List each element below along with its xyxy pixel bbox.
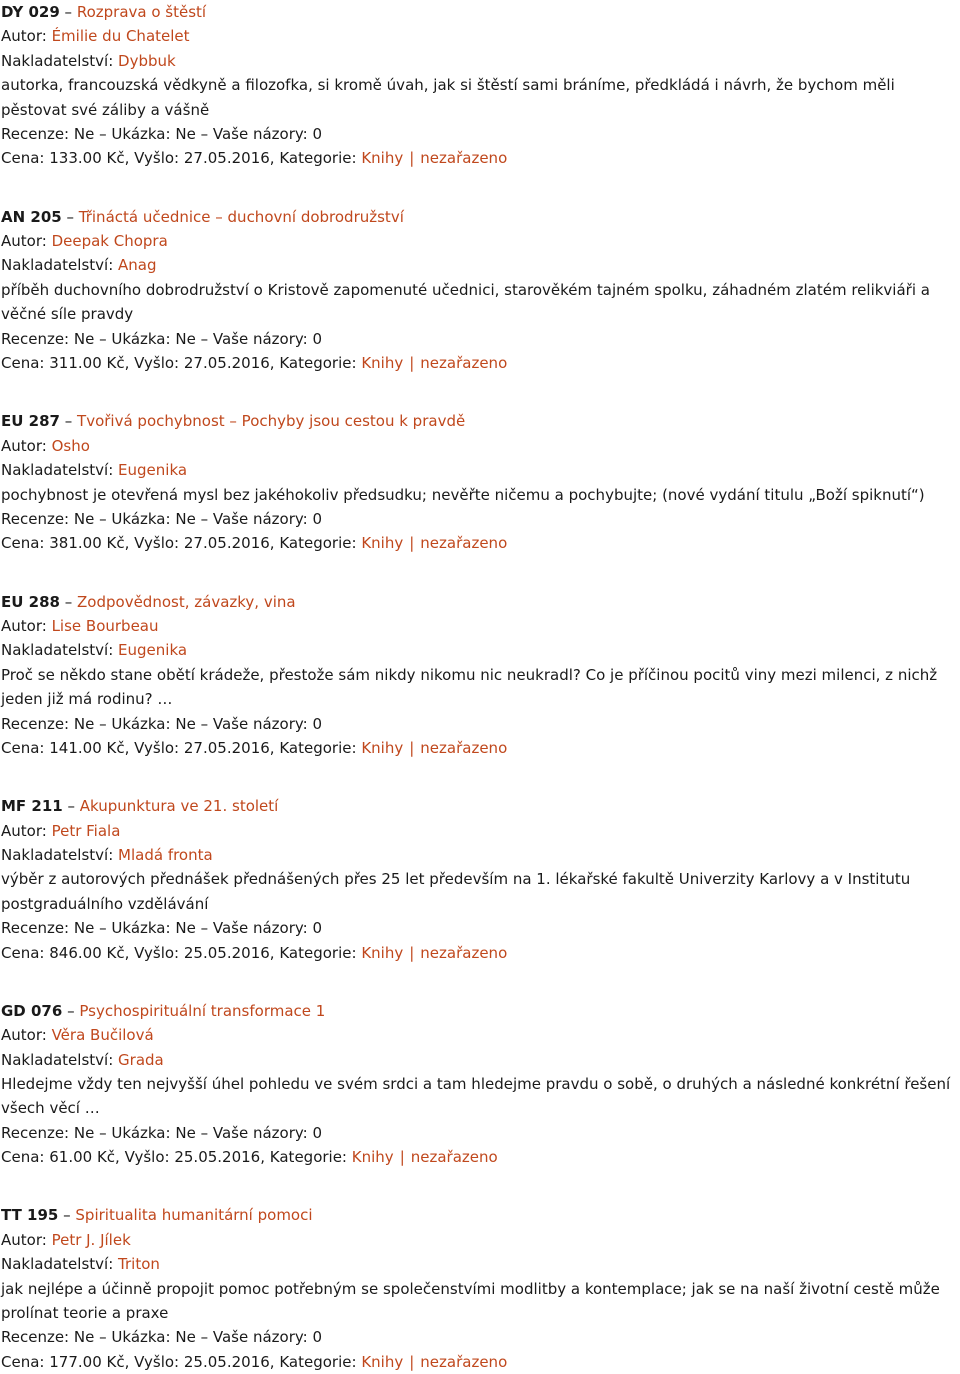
book-title-link[interactable]: Tvořivá pochybnost – Pochyby jsou cestou k pravdě bbox=[77, 412, 466, 431]
review-dash: – bbox=[99, 714, 107, 733]
category-link-books[interactable]: Knihy bbox=[361, 534, 404, 553]
publisher-link[interactable]: Triton bbox=[118, 1255, 160, 1274]
category-link-uncategorized[interactable]: nezařazeno bbox=[420, 354, 508, 373]
author-label: Autor: bbox=[1, 616, 47, 635]
opinions-count: 0 bbox=[312, 714, 323, 733]
review-value: Ne bbox=[73, 329, 95, 348]
book-title-link[interactable]: Zodpovědnost, závazky, vina bbox=[77, 592, 296, 611]
publisher-label: Nakladatelství: bbox=[1, 641, 114, 660]
sample-dash: – bbox=[200, 714, 209, 733]
author-link[interactable]: Věra Bučilová bbox=[51, 1026, 154, 1045]
category-separator: | bbox=[399, 1148, 405, 1167]
review-line bbox=[1, 712, 960, 736]
review-label: Recenze: bbox=[1, 1328, 70, 1347]
book-code: AN 205 bbox=[1, 207, 62, 226]
publisher-link[interactable]: Mladá fronta bbox=[118, 845, 213, 864]
opinions-label: Vaše názory: bbox=[212, 1328, 308, 1347]
heading-dash: – bbox=[64, 3, 73, 21]
released-date: 27.05.2016 bbox=[183, 738, 270, 757]
book-code: EU 288 bbox=[1, 592, 60, 611]
price-comma: , bbox=[124, 1352, 130, 1371]
sample-dash: – bbox=[200, 509, 209, 528]
sample-label: Ukázka: bbox=[111, 509, 171, 528]
sample-dash: – bbox=[200, 1328, 209, 1347]
opinions-label: Vaše názory: bbox=[212, 1123, 308, 1142]
category-separator: | bbox=[409, 1352, 415, 1371]
sample-value: Ne bbox=[175, 125, 196, 144]
opinions-count: 0 bbox=[312, 125, 323, 144]
book-description: jak nejlépe a účinně propojit pomoc potřebným se společenstvími modlitby a kontemplace; jak se na naší životní cestě může prolínat teorie a praxe bbox=[1, 1279, 940, 1323]
publisher-line bbox=[1, 1252, 960, 1276]
category-label: Kategorie: bbox=[279, 534, 357, 553]
opinions-label: Vaše názory: bbox=[212, 509, 308, 528]
price-comma: , bbox=[124, 149, 130, 168]
sample-value: Ne bbox=[175, 1123, 196, 1142]
sample-dash: – bbox=[200, 329, 209, 348]
book-title-link[interactable]: Spiritualita humanitární pomoci bbox=[75, 1206, 313, 1225]
author-label: Autor: bbox=[1, 1026, 47, 1045]
review-label: Recenze: bbox=[1, 125, 70, 144]
category-link-uncategorized[interactable]: nezařazeno bbox=[420, 738, 508, 757]
category-link-uncategorized[interactable]: nezařazeno bbox=[420, 943, 508, 962]
category-link-books[interactable]: Knihy bbox=[361, 354, 404, 373]
released-date: 27.05.2016 bbox=[183, 149, 270, 168]
sample-label: Ukázka: bbox=[111, 1123, 171, 1142]
publisher-label: Nakladatelství: bbox=[1, 256, 114, 275]
opinions-count: 0 bbox=[312, 1123, 323, 1142]
author-link[interactable]: Petr Fiala bbox=[51, 821, 121, 840]
opinions-label: Vaše názory: bbox=[212, 919, 308, 938]
category-link-uncategorized[interactable]: nezařazeno bbox=[420, 534, 508, 553]
price-value: 61.00 Kč bbox=[49, 1148, 116, 1167]
publisher-link[interactable]: Eugenika bbox=[118, 641, 188, 660]
released-label: Vyšlo: bbox=[134, 1352, 180, 1371]
category-link-books[interactable]: Knihy bbox=[361, 738, 404, 757]
opinions-label: Vaše názory: bbox=[212, 125, 308, 144]
publisher-label: Nakladatelství: bbox=[1, 1050, 114, 1069]
publisher-label: Nakladatelství: bbox=[1, 51, 114, 70]
released-label: Vyšlo: bbox=[134, 943, 180, 962]
category-label: Kategorie: bbox=[269, 1148, 347, 1167]
entry-heading bbox=[1, 0, 960, 24]
book-entry bbox=[1, 205, 960, 376]
book-code: MF 211 bbox=[1, 797, 63, 816]
released-comma: , bbox=[269, 534, 275, 553]
category-separator: | bbox=[409, 534, 415, 553]
book-entry bbox=[1, 0, 960, 171]
review-dash: – bbox=[99, 329, 107, 348]
released-comma: , bbox=[269, 1352, 275, 1371]
author-label: Autor: bbox=[1, 232, 47, 251]
author-line bbox=[1, 434, 960, 458]
review-dash: – bbox=[99, 1328, 107, 1347]
released-label: Vyšlo: bbox=[134, 354, 180, 373]
price-line bbox=[1, 1350, 960, 1374]
released-comma: , bbox=[260, 1148, 266, 1167]
price-comma: , bbox=[124, 354, 130, 373]
author-link[interactable]: Petr J. Jílek bbox=[51, 1230, 131, 1249]
released-label: Vyšlo: bbox=[124, 1148, 170, 1167]
publisher-line bbox=[1, 638, 960, 662]
sample-label: Ukázka: bbox=[111, 714, 171, 733]
category-link-uncategorized[interactable]: nezařazeno bbox=[420, 1352, 508, 1371]
author-line bbox=[1, 24, 960, 48]
author-label: Autor: bbox=[1, 27, 47, 46]
review-value: Ne bbox=[73, 1328, 95, 1347]
review-value: Ne bbox=[73, 509, 95, 528]
price-value: 381.00 Kč bbox=[49, 534, 125, 553]
book-code: EU 287 bbox=[1, 412, 60, 431]
book-description: výběr z autorových přednášek přednášených přes 25 let především na 1. lékařské fakultě Univerzity Karlovy a v Institutu postgraduálního vzdělávání bbox=[1, 870, 911, 913]
category-separator: | bbox=[409, 738, 415, 757]
price-line bbox=[1, 736, 960, 760]
price-label: Cena: bbox=[1, 1148, 45, 1167]
opinions-label: Vaše názory: bbox=[212, 329, 308, 348]
review-line bbox=[1, 507, 960, 531]
book-code: GD 076 bbox=[1, 1001, 63, 1020]
book-code: TT 195 bbox=[1, 1206, 59, 1225]
publisher-line bbox=[1, 458, 960, 482]
publisher-link[interactable]: Grada bbox=[118, 1050, 164, 1069]
author-label: Autor: bbox=[1, 436, 47, 455]
book-title-link[interactable]: Psychospirituální transformace 1 bbox=[79, 1001, 326, 1020]
review-dash: – bbox=[99, 125, 107, 144]
review-line bbox=[1, 327, 960, 351]
book-entry bbox=[1, 590, 960, 761]
released-label: Vyšlo: bbox=[134, 149, 180, 168]
author-label: Autor: bbox=[1, 1230, 47, 1249]
publisher-label: Nakladatelství: bbox=[1, 461, 114, 480]
price-label: Cena: bbox=[1, 943, 45, 962]
opinions-count: 0 bbox=[312, 329, 323, 348]
author-line bbox=[1, 1023, 960, 1047]
category-separator: | bbox=[409, 354, 415, 373]
review-label: Recenze: bbox=[1, 919, 70, 938]
author-link[interactable]: Deepak Chopra bbox=[51, 232, 168, 251]
price-label: Cena: bbox=[1, 354, 45, 373]
sample-label: Ukázka: bbox=[111, 125, 171, 144]
entry-heading bbox=[1, 999, 960, 1023]
author-label: Autor: bbox=[1, 821, 47, 840]
review-label: Recenze: bbox=[1, 1123, 70, 1142]
price-value: 846.00 Kč bbox=[49, 943, 125, 962]
sample-value: Ne bbox=[175, 1328, 196, 1347]
publisher-line bbox=[1, 253, 960, 277]
price-comma: , bbox=[124, 943, 130, 962]
released-label: Vyšlo: bbox=[134, 738, 180, 757]
review-value: Ne bbox=[73, 125, 95, 144]
price-comma: , bbox=[124, 534, 130, 553]
sample-label: Ukázka: bbox=[111, 1328, 171, 1347]
released-date: 25.05.2016 bbox=[174, 1148, 261, 1167]
price-value: 177.00 Kč bbox=[49, 1352, 125, 1371]
book-entry bbox=[1, 1203, 960, 1374]
book-entry bbox=[1, 999, 960, 1170]
released-comma: , bbox=[269, 354, 275, 373]
heading-dash: – bbox=[63, 1206, 71, 1225]
opinions-count: 0 bbox=[312, 919, 323, 938]
released-comma: , bbox=[269, 149, 275, 168]
heading-dash: – bbox=[67, 797, 75, 816]
released-date: 25.05.2016 bbox=[183, 1352, 270, 1371]
price-line bbox=[1, 146, 960, 170]
category-separator: | bbox=[409, 149, 415, 168]
heading-dash: – bbox=[66, 207, 74, 226]
price-label: Cena: bbox=[1, 1352, 45, 1371]
sample-dash: – bbox=[200, 1123, 209, 1142]
author-line bbox=[1, 614, 960, 638]
sample-label: Ukázka: bbox=[111, 919, 171, 938]
review-line bbox=[1, 916, 960, 940]
publisher-label: Nakladatelství: bbox=[1, 1255, 114, 1274]
book-entry bbox=[1, 409, 960, 555]
price-label: Cena: bbox=[1, 738, 45, 757]
released-label: Vyšlo: bbox=[134, 534, 180, 553]
price-line bbox=[1, 531, 960, 555]
book-title-link[interactable]: Akupunktura ve 21. století bbox=[79, 797, 279, 816]
price-line bbox=[1, 351, 960, 375]
price-label: Cena: bbox=[1, 149, 45, 168]
book-description: příběh duchovního dobrodružství o Kristově zapomenuté učednici, starověkém tajném spolku, záhadném zlatém relikviáři a věčné síle pravdy bbox=[1, 280, 930, 324]
publisher-line bbox=[1, 1048, 960, 1072]
book-entry bbox=[1, 794, 960, 965]
price-line bbox=[1, 941, 960, 965]
author-line bbox=[1, 819, 960, 843]
category-label: Kategorie: bbox=[279, 943, 357, 962]
heading-dash: – bbox=[64, 592, 73, 611]
publisher-label: Nakladatelství: bbox=[1, 845, 114, 864]
review-dash: – bbox=[99, 509, 107, 528]
price-value: 311.00 Kč bbox=[49, 354, 125, 373]
category-label: Kategorie: bbox=[279, 354, 357, 373]
released-date: 27.05.2016 bbox=[183, 534, 270, 553]
entry-heading bbox=[1, 205, 960, 229]
category-separator: | bbox=[409, 943, 415, 962]
sample-value: Ne bbox=[175, 714, 196, 733]
heading-dash: – bbox=[64, 412, 73, 431]
book-description: Proč se někdo stane obětí krádeže, přestože sám nikdy nikomu nic neukradl? Co je příčinou pocitů viny mezi milenci, z nichž jeden již má rodinu? … bbox=[1, 665, 938, 709]
review-label: Recenze: bbox=[1, 509, 70, 528]
author-link[interactable]: Lise Bourbeau bbox=[51, 616, 159, 635]
sample-label: Ukázka: bbox=[111, 329, 171, 348]
category-link-books[interactable]: Knihy bbox=[361, 1352, 404, 1371]
book-description: autorka, francouzská vědkyně a filozofka, si kromě úvah, jak si štěstí sami bráníme, předkládá i návrh, že bychom měli pěstovat své záliby a vášně bbox=[1, 76, 895, 119]
sample-dash: – bbox=[200, 125, 209, 144]
entry-heading bbox=[1, 1203, 960, 1227]
review-value: Ne bbox=[73, 919, 95, 938]
book-title-link[interactable]: Rozprava o štěstí bbox=[76, 3, 207, 21]
category-label: Kategorie: bbox=[279, 738, 357, 757]
author-link[interactable]: Osho bbox=[51, 436, 90, 455]
category-link-books[interactable]: Knihy bbox=[351, 1148, 394, 1167]
sample-dash: – bbox=[200, 919, 209, 938]
category-link-uncategorized[interactable]: nezařazeno bbox=[410, 1148, 498, 1167]
opinions-label: Vaše názory: bbox=[212, 714, 308, 733]
entry-heading bbox=[1, 590, 960, 614]
sample-value: Ne bbox=[175, 509, 196, 528]
book-title-link[interactable]: Třináctá učednice – duchovní dobrodružství bbox=[78, 207, 404, 226]
publisher-link[interactable]: Dybbuk bbox=[118, 51, 176, 70]
opinions-count: 0 bbox=[312, 509, 323, 528]
price-label: Cena: bbox=[1, 534, 45, 553]
review-dash: – bbox=[99, 1123, 107, 1142]
category-link-uncategorized[interactable]: nezařazeno bbox=[420, 149, 508, 168]
released-comma: , bbox=[269, 943, 275, 962]
review-dash: – bbox=[99, 919, 107, 938]
author-line bbox=[1, 1228, 960, 1252]
entry-heading bbox=[1, 794, 960, 818]
category-label: Kategorie: bbox=[279, 1352, 357, 1371]
publisher-link[interactable]: Anag bbox=[118, 256, 157, 275]
review-line bbox=[1, 1325, 960, 1349]
category-link-books[interactable]: Knihy bbox=[361, 149, 404, 168]
author-link[interactable]: Émilie du Chatelet bbox=[51, 27, 190, 46]
price-line bbox=[1, 1145, 960, 1169]
review-value: Ne bbox=[73, 714, 95, 733]
price-value: 141.00 Kč bbox=[49, 738, 125, 757]
author-line bbox=[1, 229, 960, 253]
book-description: Hledejme vždy ten nejvyšší úhel pohledu ve svém srdci a tam hledejme pravdu o sobě, o druhých a následné konkrétní řešení všech věcí … bbox=[1, 1075, 951, 1118]
released-date: 27.05.2016 bbox=[183, 354, 270, 373]
entry-heading bbox=[1, 409, 960, 433]
publisher-line bbox=[1, 843, 960, 867]
category-label: Kategorie: bbox=[279, 149, 357, 168]
review-value: Ne bbox=[73, 1123, 95, 1142]
price-comma: , bbox=[115, 1148, 120, 1167]
sample-value: Ne bbox=[175, 919, 196, 938]
review-line bbox=[1, 122, 960, 146]
publisher-line bbox=[1, 49, 960, 73]
publisher-link[interactable]: Eugenika bbox=[118, 461, 188, 480]
review-label: Recenze: bbox=[1, 329, 70, 348]
heading-dash: – bbox=[67, 1001, 75, 1020]
released-date: 25.05.2016 bbox=[183, 943, 270, 962]
book-code: DY 029 bbox=[1, 3, 60, 21]
price-comma: , bbox=[124, 738, 130, 757]
sample-value: Ne bbox=[175, 329, 196, 348]
category-link-books[interactable]: Knihy bbox=[361, 943, 404, 962]
review-label: Recenze: bbox=[1, 714, 70, 733]
book-description: pochybnost je otevřená mysl bez jakéhokoliv předsudku; nevěřte ničemu a pochybujte; (nové vydání titulu „Boží spiknutí“) bbox=[1, 485, 925, 504]
opinions-count: 0 bbox=[312, 1328, 323, 1347]
price-value: 133.00 Kč bbox=[49, 149, 125, 168]
review-line bbox=[1, 1121, 960, 1145]
released-comma: , bbox=[269, 738, 275, 757]
